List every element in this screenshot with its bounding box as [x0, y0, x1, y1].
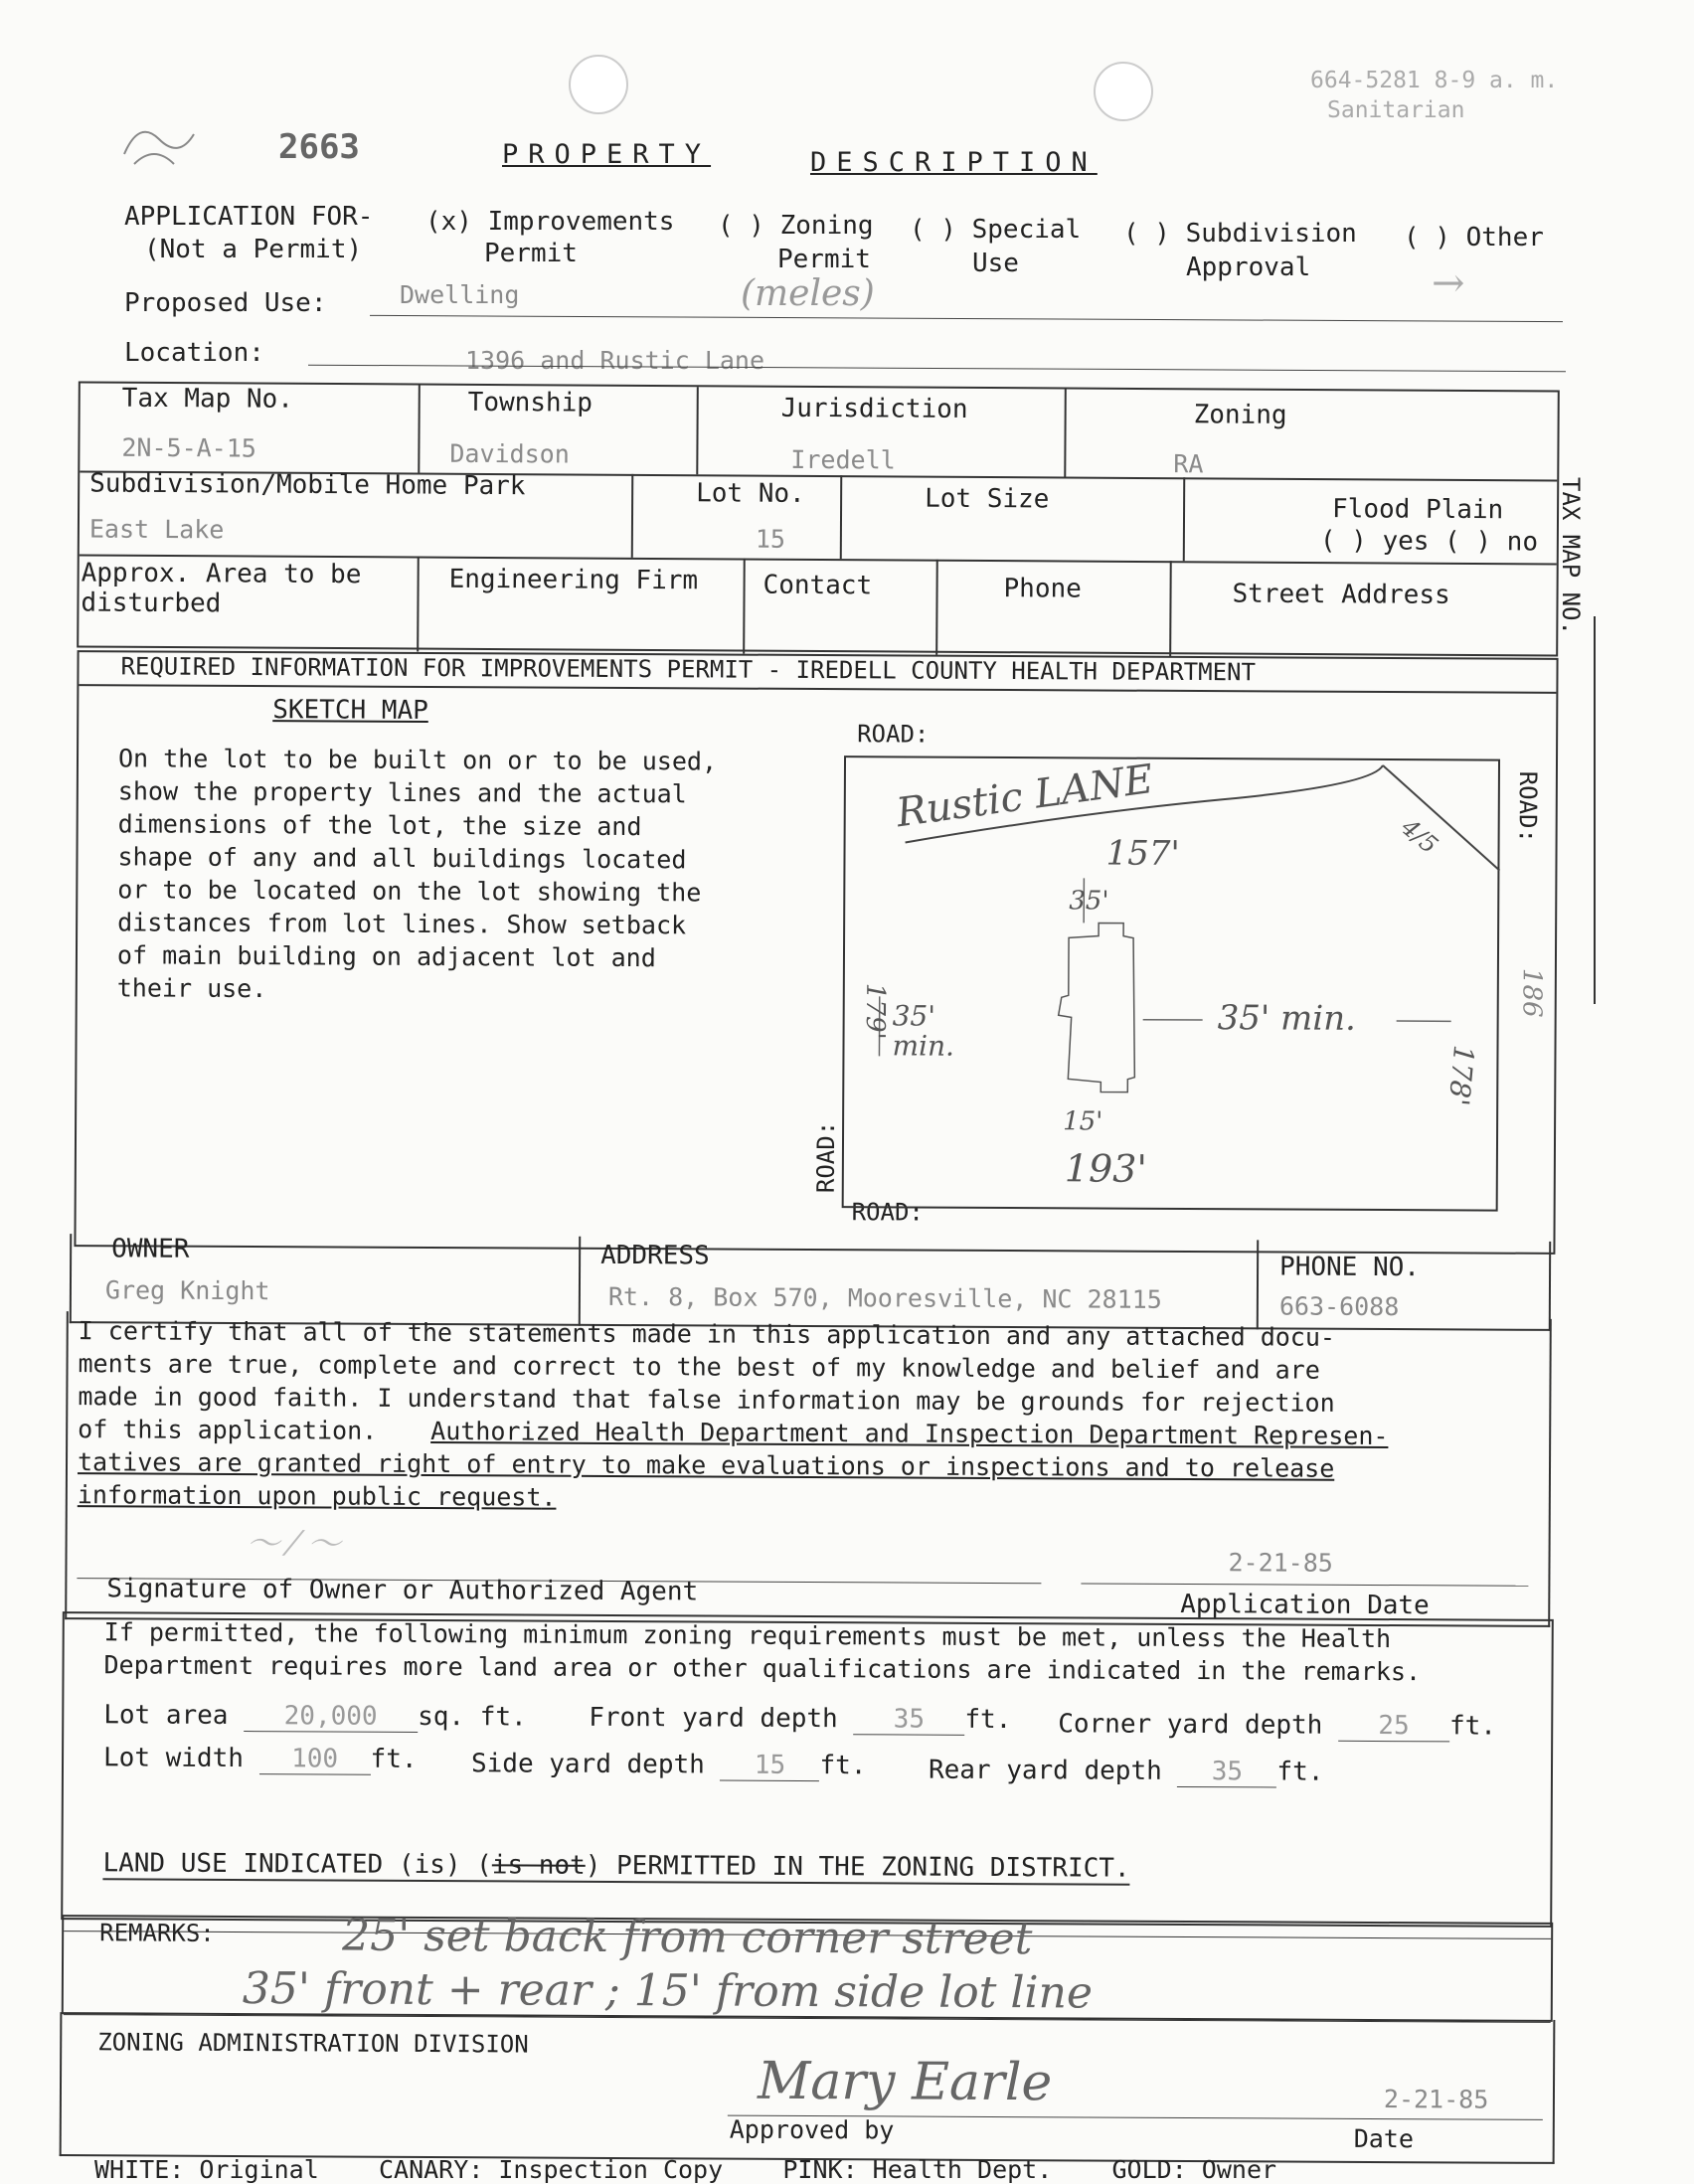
punch-hole-left — [569, 55, 628, 114]
sketch-corner-dim: 4/5 — [1396, 813, 1443, 860]
side-yard-label: Side yard depth — [470, 1749, 705, 1780]
corner-yard-value[interactable]: 25 — [1338, 1711, 1449, 1743]
option-zoning[interactable] — [718, 211, 874, 241]
option-improvements-line2: Permit — [484, 239, 578, 268]
subdivision-label: Subdivision/Mobile Home Park — [89, 468, 526, 502]
engineering-label: Engineering Firm — [448, 564, 699, 596]
approver-signature: Mary Earle — [757, 2051, 1053, 2113]
required-info-section — [74, 650, 1558, 1255]
application-label: APPLICATION FOR- — [124, 202, 374, 232]
stamp-scribble-icon — [114, 114, 204, 174]
front-yard-unit: ft. — [964, 1704, 1012, 1736]
grid-col-divider — [631, 474, 634, 558]
sketch-front-setback: 35' — [1069, 886, 1109, 917]
jurisdiction-value[interactable]: Iredell — [790, 444, 896, 475]
lot-no-label: Lot No. — [696, 478, 805, 509]
certification-statement: I certify that all of the statements made in this application and any attached docu- ments are true, complete and correct to the best of my knowledge and belief and are made in good faith. I understand that false information may be grounds for rejection of this application. — [78, 1316, 1336, 1445]
address-value[interactable]: Rt. 8, Box 570, Mooresville, NC 28115 — [607, 1281, 1162, 1314]
road-top-label: ROAD: — [857, 720, 930, 749]
rear-yard-row — [929, 1756, 1324, 1788]
required-heading: REQUIRED INFORMATION FOR IMPROVEMENTS PERMIT - IREDELL COUNTY HEALTH DEPARTMENT — [120, 652, 1257, 687]
sketch-edge-note: 186 — [1516, 967, 1547, 1018]
street-address-label: Street Address — [1232, 579, 1450, 610]
area-disturbed-label: Approx. Area to be — [81, 558, 362, 590]
side-rule — [1594, 616, 1596, 1004]
contact-label: Contact — [762, 570, 873, 601]
front-yard-row — [589, 1703, 1011, 1736]
rear-yard-label: Rear yard depth — [928, 1755, 1162, 1786]
option-subdivision-line2: Approval — [1186, 252, 1311, 282]
required-heading-divider — [79, 684, 1556, 694]
approved-by-label: Approved by — [729, 2114, 895, 2145]
road-left-label: ROAD: — [811, 1120, 841, 1194]
title-description: DESCRIPTION — [810, 147, 1098, 178]
township-label: Township — [467, 387, 593, 419]
lot-area-unit: sq. ft. — [418, 1701, 527, 1733]
corner-yard-label: Corner yard depth — [1058, 1709, 1323, 1741]
lot-size-label: Lot Size — [925, 483, 1050, 515]
grid-col-divider — [1183, 477, 1186, 561]
sketch-top-dim: 157' — [1105, 833, 1180, 874]
sketch-rear-setback: 15' — [1063, 1106, 1103, 1137]
sketch-street-name: Rustic LANE — [893, 756, 1156, 837]
zoning-value[interactable]: RA — [1173, 449, 1204, 479]
proposed-use-line — [370, 315, 1563, 322]
address-label: ADDRESS — [600, 1240, 710, 1271]
certification-text — [78, 1314, 1540, 1519]
township-value[interactable]: Davidson — [449, 438, 570, 469]
proposed-use-label: Proposed Use: — [124, 288, 327, 318]
grid-col-divider — [1064, 390, 1067, 477]
sketch-bottom-dim: 193' — [1064, 1146, 1147, 1191]
grid-col-divider — [840, 475, 843, 559]
zoning-requirements-section — [61, 1611, 1554, 1928]
side-yard-unit: ft. — [819, 1751, 867, 1781]
application-sublabel: (Not a Permit) — [144, 235, 363, 264]
lot-no-value[interactable]: 15 — [755, 524, 786, 554]
owner-value[interactable]: Greg Knight — [104, 1275, 270, 1306]
lot-width-row — [103, 1743, 418, 1775]
option-special-line2: Use — [972, 249, 1019, 278]
land-use-part1: LAND USE INDICATED (is) ( — [102, 1848, 492, 1881]
approval-date-label: Date — [1353, 2123, 1415, 2154]
proposed-use-value[interactable]: Dwelling — [400, 280, 520, 309]
option-mark: (x) — [425, 207, 472, 237]
remarks-label: REMARKS: — [99, 1919, 215, 1947]
phone-label: Phone — [1003, 574, 1082, 604]
approval-date-value[interactable]: 2-21-85 — [1383, 2085, 1489, 2114]
grid-col-divider — [418, 386, 421, 473]
option-label: Improvements — [487, 207, 675, 237]
area-disturbed-label-2: disturbed — [81, 588, 222, 619]
zoning-intro: If permitted, the following minimum zoning requirements must be met, unless the Health Department requires more land area or other qualifications are indicated in the remarks. — [103, 1617, 1422, 1687]
corner-yard-row — [1058, 1709, 1496, 1742]
grid-col-divider — [696, 387, 699, 474]
option-label: Special — [971, 215, 1082, 245]
road-bottom-label: ROAD: — [851, 1198, 924, 1227]
sketch-right-dim: 178' — [1441, 1043, 1481, 1107]
option-mark: ( ) — [1123, 219, 1170, 249]
owner-phone-label: PHONE NO. — [1279, 1252, 1421, 1283]
corner-role: Sanitarian — [1327, 97, 1465, 123]
land-use-statement — [102, 1848, 1129, 1885]
flood-plain-options[interactable]: ( ) yes ( ) no — [1319, 526, 1539, 558]
location-value[interactable]: 1396 and Rustic Lane — [465, 346, 765, 375]
remarks-text-1[interactable]: 25' set back from corner street — [342, 1910, 1033, 1965]
rear-yard-value[interactable]: 35 — [1177, 1757, 1276, 1788]
flood-plain-label: Flood Plain — [1331, 494, 1504, 526]
copy-distribution-footer: WHITE: Original CANARY: Inspection Copy PINK: Health Dept. GOLD: Owner — [94, 2155, 1277, 2184]
tax-map-value[interactable]: 2N-5-A-15 — [121, 432, 256, 463]
option-special[interactable] — [910, 215, 1081, 245]
sketch-map-title: SKETCH MAP — [272, 695, 428, 726]
front-yard-value[interactable]: 35 — [853, 1704, 964, 1736]
corner-phone: 664-5281 8-9 a. m. — [1310, 68, 1559, 93]
certification-entry-3-text: information upon public request — [77, 1480, 542, 1512]
grid-col-divider — [743, 559, 746, 654]
owner-label: OWNER — [111, 1234, 190, 1264]
approval-section — [60, 2012, 1556, 2164]
land-use-struck[interactable]: is not — [491, 1850, 586, 1881]
option-mark: ( ) — [1404, 223, 1450, 252]
option-zoning-line2: Permit — [777, 245, 871, 274]
corner-yard-unit: ft. — [1448, 1711, 1497, 1742]
option-mark: ( ) — [718, 211, 764, 241]
owner-signature: 〜 ⁄ 〜 — [246, 1524, 341, 1565]
remarks-text-2[interactable]: 35' front + rear ; 15' from side lot line — [242, 1963, 1094, 2019]
side-yard-value[interactable]: 15 — [720, 1751, 819, 1782]
certification-section — [65, 1311, 1552, 1627]
option-label: Zoning — [779, 211, 874, 241]
tax-map-label: Tax Map No. — [121, 383, 294, 415]
option-label: Other — [1465, 223, 1544, 252]
option-label: Subdivision — [1185, 219, 1357, 249]
sketch-right-setback: 35' min. — [1217, 998, 1357, 1039]
application-date-label: Application Date — [1180, 1589, 1430, 1621]
jurisdiction-label: Jurisdiction — [780, 393, 968, 424]
option-other[interactable] — [1404, 223, 1544, 252]
grid-col-divider — [417, 557, 420, 652]
lot-width-value[interactable]: 100 — [259, 1744, 371, 1775]
land-use-part2: ) PERMITTED IN THE ZONING DISTRICT. — [585, 1850, 1130, 1884]
lot-area-label: Lot area — [103, 1700, 229, 1731]
remarks-section — [62, 1910, 1554, 2022]
form-stamp — [114, 114, 204, 174]
side-yard-row — [471, 1749, 867, 1781]
sketch-left-dim: 179' — [859, 982, 891, 1040]
punch-hole-right — [1094, 62, 1153, 121]
certification-entry-2: tatives are granted right of entry to make evaluations or inspections and to release — [77, 1447, 1335, 1483]
owner-phone-value[interactable]: 663-6088 — [1278, 1291, 1400, 1322]
side-tax-map-label: TAX MAP NO. — [1557, 477, 1585, 635]
zoning-label: Zoning — [1193, 400, 1287, 430]
other-scribble: → — [1432, 260, 1465, 306]
lot-area-row — [103, 1700, 527, 1733]
option-mark: ( ) — [910, 215, 956, 245]
option-improvements[interactable] — [425, 207, 674, 237]
lot-area-value[interactable]: 20,000 — [244, 1701, 418, 1733]
proposed-use-note: (meles) — [741, 273, 875, 314]
sketch-map — [842, 756, 1500, 1211]
lot-width-unit: ft. — [370, 1744, 418, 1774]
property-grid — [77, 381, 1560, 656]
road-right-label: ROAD: — [1513, 770, 1542, 844]
option-subdivision[interactable] — [1123, 219, 1357, 249]
application-date-line — [1081, 1583, 1528, 1586]
sketch-instructions: On the lot to be built on or to be used, show the property lines and the actual dimensions of the lot, the size and shape of any and all buildings located or to be located on the lot showing the distances from lot lines. Show setback of main building on adjacent lot and their use. — [116, 744, 718, 1004]
subdivision-value[interactable]: East Lake — [88, 514, 225, 545]
front-yard-label: Front yard depth — [589, 1702, 838, 1735]
grid-col-divider — [1169, 561, 1172, 656]
location-label: Location: — [124, 338, 264, 368]
rear-yard-unit: ft. — [1276, 1757, 1324, 1787]
form-number: 2663 — [278, 127, 360, 167]
certification-entry-1: Authorized Health Department and Inspection Department Represen- — [430, 1417, 1389, 1451]
lot-width-label: Lot width — [102, 1743, 245, 1774]
certification-entry-3: information upon public request. — [77, 1480, 557, 1512]
owner-col-divider — [579, 1237, 581, 1326]
division-label: ZONING ADMINISTRATION DIVISION — [97, 2028, 529, 2059]
owner-col-divider — [1257, 1240, 1259, 1329]
application-date-value[interactable]: 2-21-85 — [1228, 1548, 1333, 1578]
grid-col-divider — [935, 560, 938, 655]
title-property: PROPERTY — [502, 139, 712, 170]
sketch-left-setback: 35' min. — [892, 999, 955, 1063]
signature-label[interactable]: Signature of Owner or Authorized Agent — [106, 1574, 699, 1607]
